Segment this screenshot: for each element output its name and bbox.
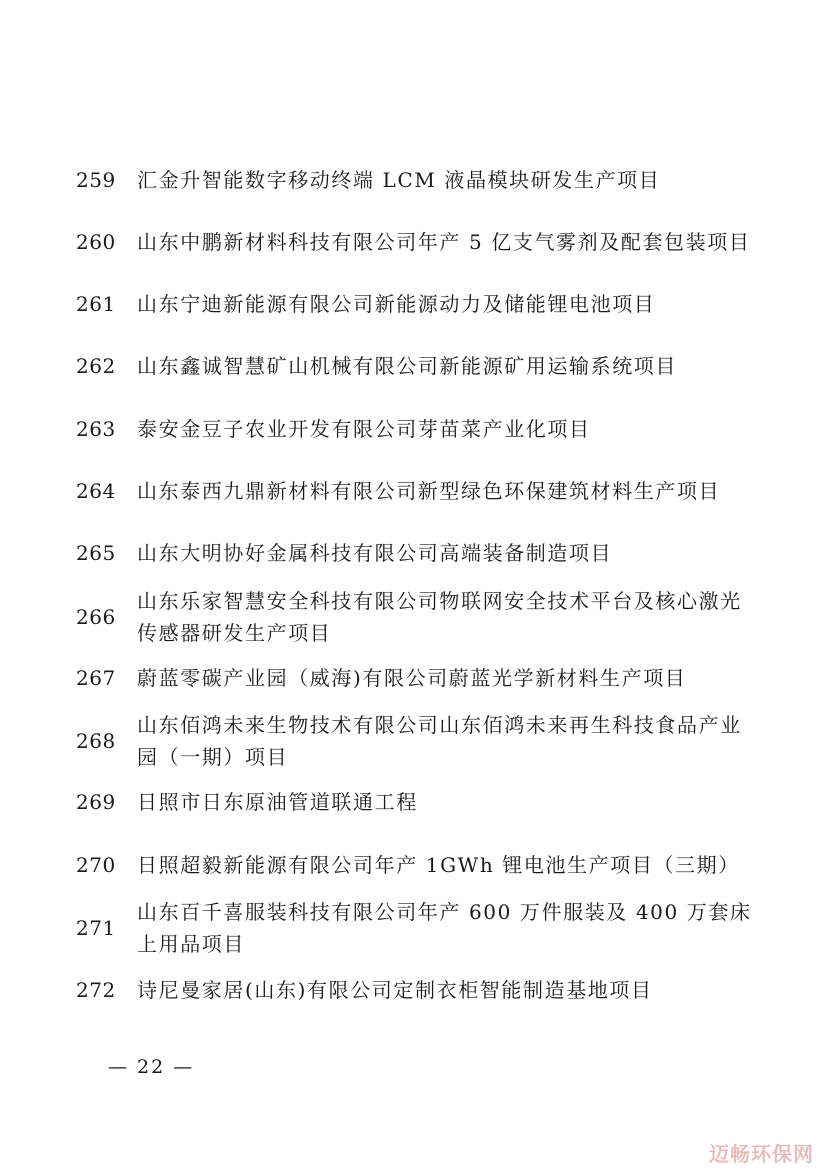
list-item (0, 786, 826, 818)
list-item (0, 662, 826, 694)
list-item (0, 585, 826, 649)
list-item (0, 709, 826, 773)
item-text: 汇金升智能数字移动终端 LCM 液晶模块研发生产项目 (137, 168, 661, 192)
item-number: 266 (76, 605, 116, 629)
item-text: 诗尼曼家居(山东)有限公司定制衣柜智能制造基地项目 (137, 978, 653, 1002)
item-text: 山东百千喜服装科技有限公司年产 600 万件服装及 400 万套床上用品项目 (137, 900, 752, 956)
item-number: 261 (76, 292, 116, 316)
item-text: 山东中鹏新材料科技有限公司年产 5 亿支气雾剂及配套包装项目 (137, 230, 751, 254)
item-number: 270 (76, 853, 116, 877)
page-number: — 22 — (108, 1056, 195, 1078)
list-item (0, 896, 826, 960)
item-number: 260 (76, 230, 116, 254)
list-item (0, 475, 826, 507)
list-item (0, 849, 826, 881)
item-number: 265 (76, 541, 116, 565)
item-text: 山东宁迪新能源有限公司新能源动力及储能锂电池项目 (137, 292, 656, 316)
item-text: 山东泰西九鼎新材料有限公司新型绿色环保建筑材料生产项目 (137, 479, 721, 503)
item-text: 蔚蓝零碳产业园（威海)有限公司蔚蓝光学新材料生产项目 (137, 666, 687, 690)
item-text: 日照市日东原油管道联通工程 (137, 790, 418, 814)
item-text: 山东乐家智慧安全科技有限公司物联网安全技术平台及核心激光传感器研发生产项目 (137, 589, 742, 645)
item-text: 山东大明协好金属科技有限公司高端装备制造项目 (137, 541, 613, 565)
item-number: 267 (76, 666, 116, 690)
item-text: 山东鑫诚智慧矿山机械有限公司新能源矿用运输系统项目 (137, 354, 677, 378)
item-text: 日照超毅新能源有限公司年产 1GWh 锂电池生产项目（三期） (137, 853, 740, 877)
item-number: 264 (76, 479, 116, 503)
list-item (0, 164, 826, 196)
list-item (0, 537, 826, 569)
item-number: 271 (76, 916, 116, 940)
item-number: 262 (76, 354, 116, 378)
list-item (0, 350, 826, 382)
list-item (0, 288, 826, 320)
watermark-logo: 迈畅环保网 (709, 1142, 814, 1166)
list-item (0, 226, 826, 258)
item-number: 272 (76, 978, 116, 1002)
item-number: 269 (76, 790, 116, 814)
list-item (0, 413, 826, 445)
item-number: 259 (76, 168, 116, 192)
item-text: 山东佰鸿未来生物技术有限公司山东佰鸿未来再生科技食品产业园（一期）项目 (137, 713, 742, 769)
item-number: 268 (76, 729, 116, 753)
item-text: 泰安金豆子农业开发有限公司芽苗菜产业化项目 (137, 417, 591, 441)
item-number: 263 (76, 417, 116, 441)
list-item (0, 974, 826, 1006)
